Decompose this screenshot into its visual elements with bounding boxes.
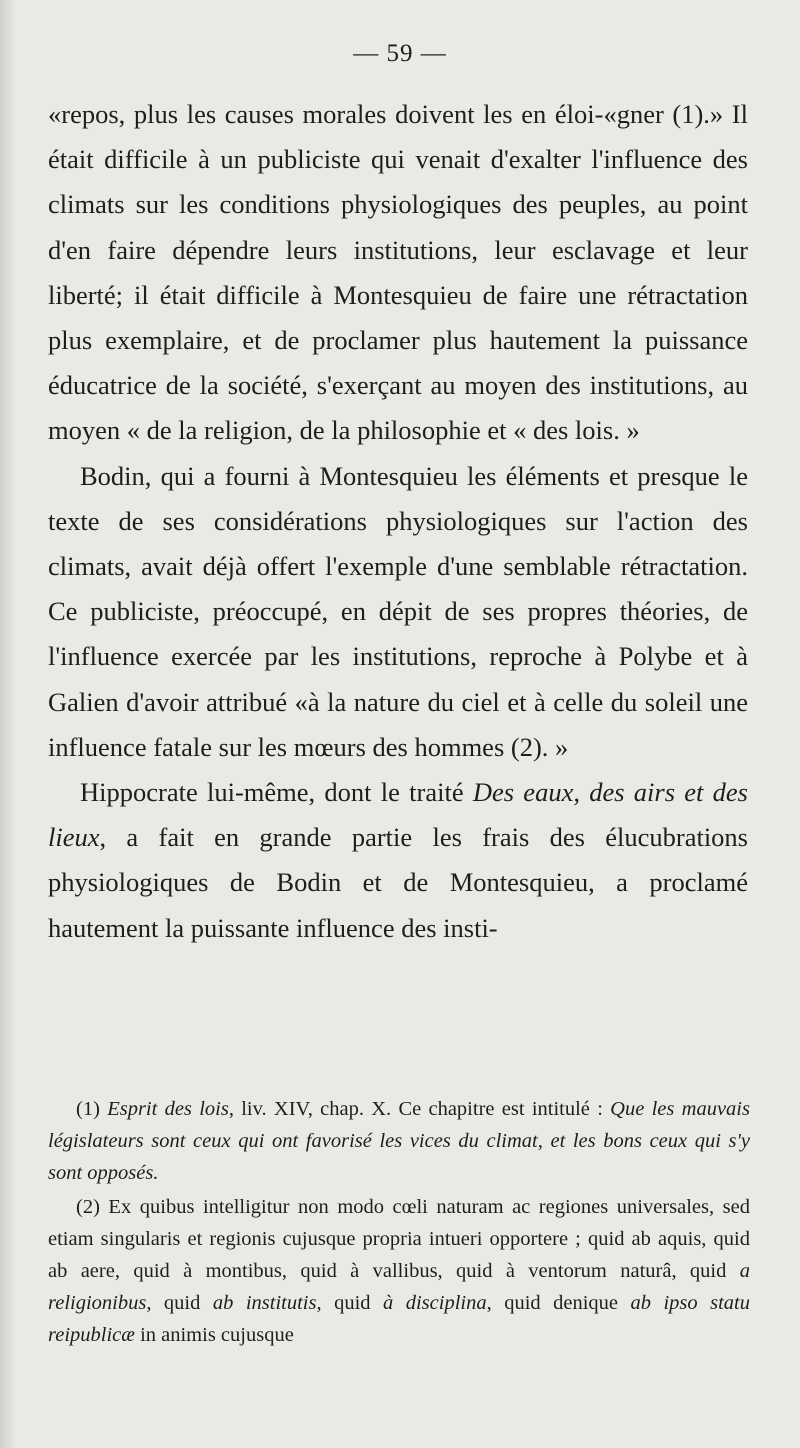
footnotes: [48, 1093, 750, 1353]
paragraph-3: [48, 770, 748, 951]
paragraph-2: [48, 454, 748, 770]
paragraph-segment: , a fait en grande partie les frais des élucubrations physiologiques de Bodin et de Montesquieu, a proclamé hautement la puissante influence des insti-: [48, 822, 748, 943]
paragraph-segment: Hippocrate lui-même, dont le traité: [80, 777, 473, 808]
main-text: [48, 92, 748, 951]
footnote-segment-italic: ab ipso statu reipublicæ: [48, 1292, 750, 1346]
page-edge-shadow: [0, 0, 16, 1448]
footnote-segment: , quid denique: [486, 1292, 631, 1314]
footnote-segment-italic: ab institutis: [212, 1292, 317, 1314]
paragraph-1: [48, 92, 748, 454]
footnote-segment: (1): [76, 1098, 108, 1120]
paragraph-segment-italic: Des eaux, des airs et des lieux: [48, 777, 748, 853]
footnote-segment: , liv. XIV, chap. X. Ce chapitre est intitulé :: [228, 1098, 611, 1120]
footnote-segment: , quid: [146, 1292, 213, 1314]
footnote-segment: in animis cujusque: [134, 1324, 294, 1346]
page-number: — 59 —: [353, 40, 447, 67]
footnote-segment-italic: a religionibus: [48, 1260, 750, 1314]
paragraph-segment: «repos, plus les causes morales doivent les en éloi-«gner (1).» Il était difficile à un publiciste qui venait d'exalter l'influence des climats sur les conditions physiologiques des peuples, au point d'en faire dépendre leurs institutions, leur esclavage et leur liberté; il était difficile à Montesquieu de faire une rétractation plus exemplaire, et de proclamer plus hautement la puissance éducatrice de la société, s'exerçant au moyen des institutions, au moyen « de la religion, de la philosophie et « des lois. »: [48, 99, 748, 446]
footnote-segment: , quid: [316, 1292, 383, 1314]
footnote-segment: (2) Ex quibus intelligitur non modo cœli naturam ac regiones universales, sed etiam singularis et regionis cujusque propria intueri opportere ; quid ab aquis, quid ab aere, quid à montibus, quid à vallibus, quid à ventorum naturâ, quid: [48, 1196, 750, 1282]
footnote-segment-italic: Esprit des lois: [107, 1098, 229, 1120]
footnote-2: [48, 1191, 750, 1351]
footnote-segment-italic: Que les mauvais législateurs sont ceux qui ont favorisé les vices du climat, et les bons ceux qui s'y sont opposés.: [48, 1098, 750, 1184]
footnote-segment-italic: à disciplina: [383, 1292, 487, 1314]
paragraph-segment: Bodin, qui a fourni à Montesquieu les éléments et presque le texte de ses considérations physiologiques sur l'action des climats, avait déjà offert l'exemple d'une semblable rétractation. Ce publiciste, préoccupé, en dépit de ses propres théories, de l'influence exercée par les institutions, reproche à Polybe et à Galien d'avoir attribué «à la nature du ciel et à celle du soleil une influence fatale sur les mœurs des hommes (2). »: [48, 460, 748, 762]
footnote-1: [48, 1093, 750, 1189]
